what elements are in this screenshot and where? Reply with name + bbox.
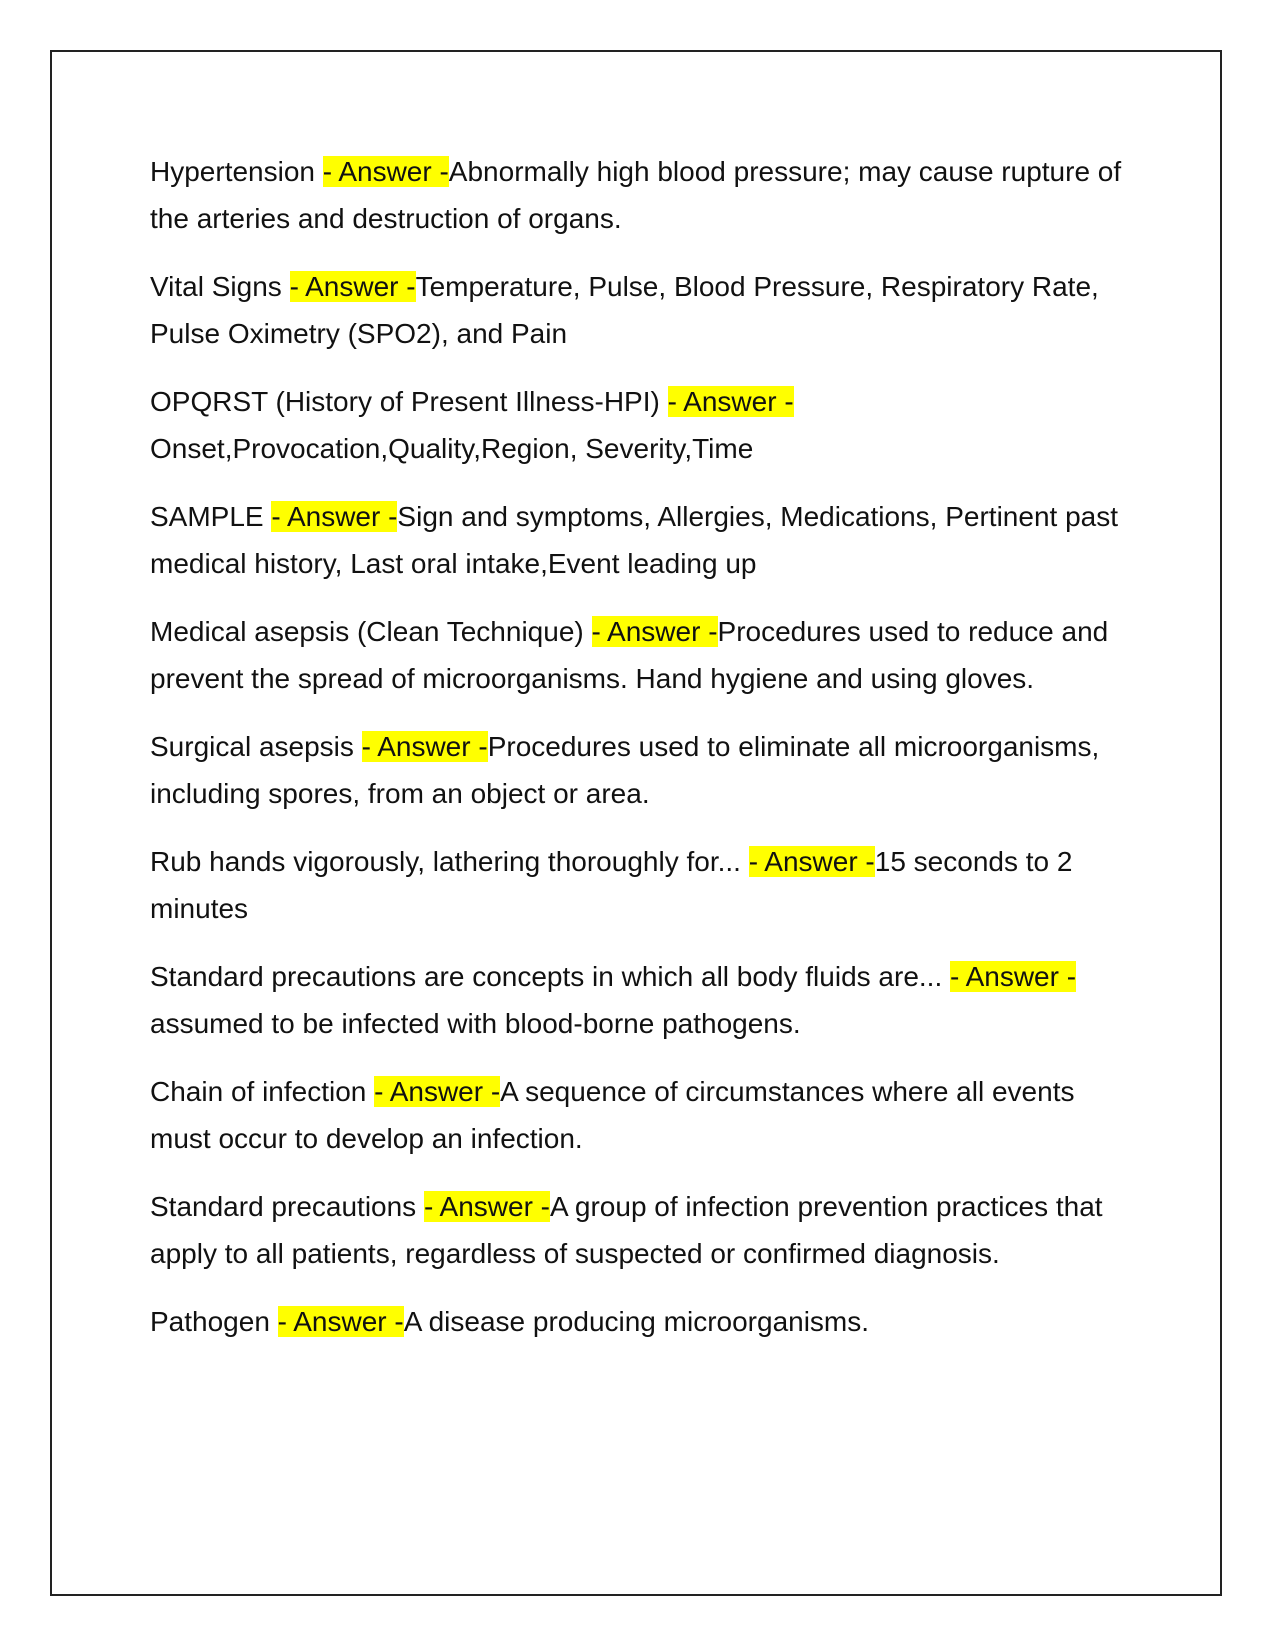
entry-surgical-asepsis [150, 723, 1140, 817]
entry-definition: Procedures used to eliminate all microorganisms, including spores, from an object or area. [150, 731, 1100, 809]
answer-marker: - Answer - [289, 271, 416, 302]
entry-definition: Procedures used to reduce and prevent the spread of microorganisms. Hand hygiene and using gloves. [150, 616, 1109, 694]
entry-hypertension [150, 148, 1140, 242]
entry-definition: Abnormally high blood pressure; may cause rupture of the arteries and destruction of organs. [150, 156, 1122, 234]
entry-definition: assumed to be infected with blood-borne pathogens. [150, 1008, 801, 1039]
answer-marker: - Answer - [667, 386, 794, 417]
entry-definition: Onset,Provocation,Quality,Region, Severity,Time [150, 433, 754, 464]
entry-term: SAMPLE [150, 501, 272, 532]
entry-definition: A sequence of circumstances where all events must occur to develop an infection. [150, 1076, 1075, 1154]
entry-term: Hypertension [150, 156, 323, 187]
answer-marker: - Answer - [591, 616, 718, 647]
answer-marker: - Answer - [950, 961, 1077, 992]
entry-hand-rub-duration [150, 838, 1140, 932]
entry-definition: Temperature, Pulse, Blood Pressure, Respiratory Rate, Pulse Oximetry (SPO2), and Pain [150, 271, 1099, 349]
answer-marker: - Answer - [748, 846, 875, 877]
entry-term: Rub hands vigorously, lathering thoroughly for... [150, 846, 749, 877]
entry-definition: Sign and symptoms, Allergies, Medications, Pertinent past medical history, Last oral intake,Event leading up [150, 501, 1118, 579]
entry-term: Surgical asepsis [150, 731, 362, 762]
entry-term: Chain of infection [150, 1076, 375, 1107]
entry-term: Standard precautions [150, 1191, 424, 1222]
entry-sample [150, 493, 1140, 587]
entry-term: Medical asepsis (Clean Technique) [150, 616, 592, 647]
entry-body-fluids [150, 953, 1140, 1047]
entry-term: OPQRST (History of Present Illness-HPI) [150, 386, 668, 417]
entry-standard-precautions [150, 1183, 1140, 1277]
answer-marker: - Answer - [423, 1191, 550, 1222]
entry-vital-signs [150, 263, 1140, 357]
flashcard-list [150, 148, 1140, 1366]
answer-marker: - Answer - [322, 156, 449, 187]
entry-pathogen [150, 1298, 1140, 1345]
entry-chain-of-infection [150, 1068, 1140, 1162]
answer-marker: - Answer - [271, 501, 398, 532]
answer-marker: - Answer - [374, 1076, 501, 1107]
entry-term: Pathogen [150, 1306, 278, 1337]
entry-definition: A group of infection prevention practices that apply to all patients, regardless of suspected or confirmed diagnosis. [150, 1191, 1103, 1269]
entry-definition: A disease producing microorganisms. [403, 1306, 870, 1337]
answer-marker: - Answer - [361, 731, 488, 762]
entry-definition: 15 seconds to 2 minutes [150, 846, 1073, 924]
answer-marker: - Answer - [277, 1306, 404, 1337]
entry-medical-asepsis [150, 608, 1140, 702]
entry-opqrst [150, 378, 1140, 472]
entry-term: Standard precautions are concepts in which all body fluids are... [150, 961, 951, 992]
entry-term: Vital Signs [150, 271, 290, 302]
